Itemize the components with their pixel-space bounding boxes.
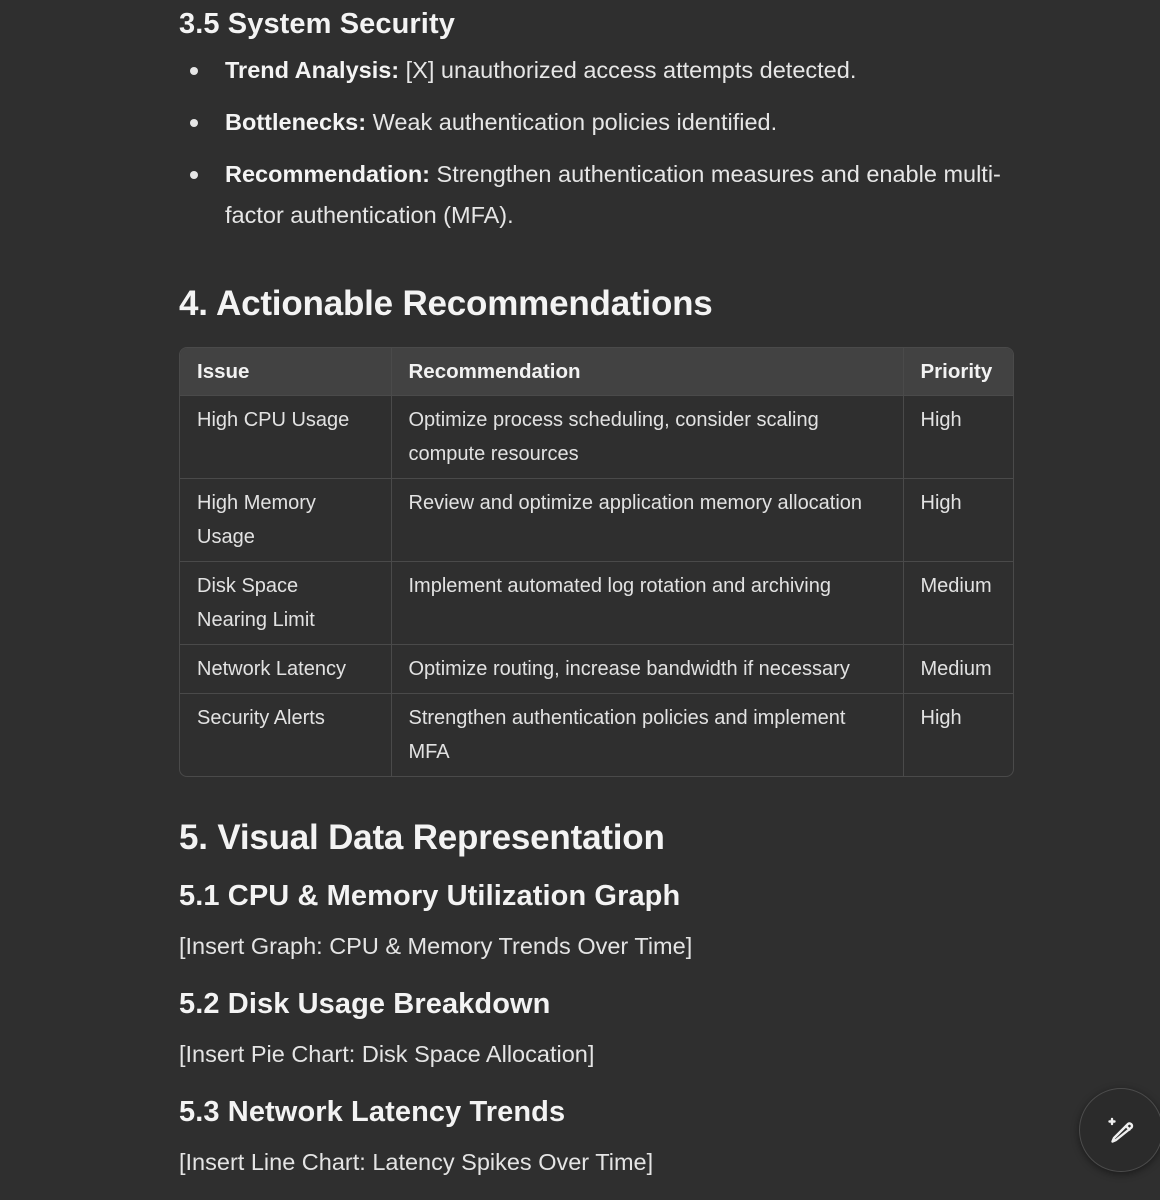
table-row bbox=[180, 645, 1013, 694]
column-header-issue: Issue bbox=[180, 348, 391, 396]
column-header-priority: Priority bbox=[903, 348, 1013, 396]
cell-priority: High bbox=[903, 479, 1013, 562]
edit-canvas-button[interactable] bbox=[1079, 1088, 1160, 1172]
column-header-recommendation: Recommendation bbox=[391, 348, 903, 396]
bullet-text: [X] unauthorized access attempts detected. bbox=[399, 57, 857, 83]
security-bullet-list bbox=[179, 50, 1009, 247]
bullet-dot-icon bbox=[190, 171, 198, 179]
bullet-text: Strengthen authentication measures and enable multi-factor authentication (MFA). bbox=[225, 161, 1001, 228]
cell-recommendation: Strengthen authentication policies and implement MFA bbox=[391, 694, 903, 777]
section-5-1-placeholder: [Insert Graph: CPU & Memory Trends Over Time] bbox=[179, 933, 693, 959]
bullet-label: Trend Analysis: bbox=[225, 57, 400, 83]
cell-recommendation: Review and optimize application memory allocation bbox=[391, 479, 903, 562]
section-5-2-placeholder: [Insert Pie Chart: Disk Space Allocation] bbox=[179, 1041, 595, 1067]
table-row bbox=[180, 694, 1013, 777]
table-row bbox=[180, 479, 1013, 562]
cell-issue: Network Latency bbox=[180, 645, 391, 694]
section-5-heading: 5. Visual Data Representation bbox=[179, 818, 665, 857]
table-row bbox=[180, 562, 1013, 645]
section-3-5-heading: 3.5 System Security bbox=[179, 8, 455, 40]
cell-priority: High bbox=[903, 694, 1013, 777]
section-4-heading: 4. Actionable Recommendations bbox=[179, 284, 713, 323]
cell-issue: High Memory Usage bbox=[180, 479, 391, 562]
list-item bbox=[179, 50, 1009, 91]
cell-issue: Disk Space Nearing Limit bbox=[180, 562, 391, 645]
section-5-2-heading: 5.2 Disk Usage Breakdown bbox=[179, 988, 551, 1020]
list-item bbox=[179, 154, 1009, 236]
cell-issue: High CPU Usage bbox=[180, 396, 391, 479]
bullet-text: Weak authentication policies identified. bbox=[366, 109, 778, 135]
list-item bbox=[179, 102, 1009, 143]
section-5-3-heading: 5.3 Network Latency Trends bbox=[179, 1096, 566, 1128]
cell-recommendation: Implement automated log rotation and archiving bbox=[391, 562, 903, 645]
table-row bbox=[180, 396, 1013, 479]
recommendations-table bbox=[179, 347, 1014, 777]
cell-issue: Security Alerts bbox=[180, 694, 391, 777]
edit-sparkle-icon bbox=[1104, 1113, 1138, 1147]
bullet-label: Recommendation: bbox=[225, 161, 430, 187]
bullet-label: Bottlenecks: bbox=[225, 109, 367, 135]
bullet-dot-icon bbox=[190, 67, 198, 75]
section-5-3-placeholder: [Insert Line Chart: Latency Spikes Over Time] bbox=[179, 1149, 654, 1175]
table-header-row bbox=[180, 348, 1013, 396]
cell-priority: Medium bbox=[903, 562, 1013, 645]
bullet-dot-icon bbox=[190, 119, 198, 127]
cell-priority: Medium bbox=[903, 645, 1013, 694]
section-5-1-heading: 5.1 CPU & Memory Utilization Graph bbox=[179, 880, 681, 912]
cell-recommendation: Optimize process scheduling, consider scaling compute resources bbox=[391, 396, 903, 479]
cell-recommendation: Optimize routing, increase bandwidth if necessary bbox=[391, 645, 903, 694]
cell-priority: High bbox=[903, 396, 1013, 479]
